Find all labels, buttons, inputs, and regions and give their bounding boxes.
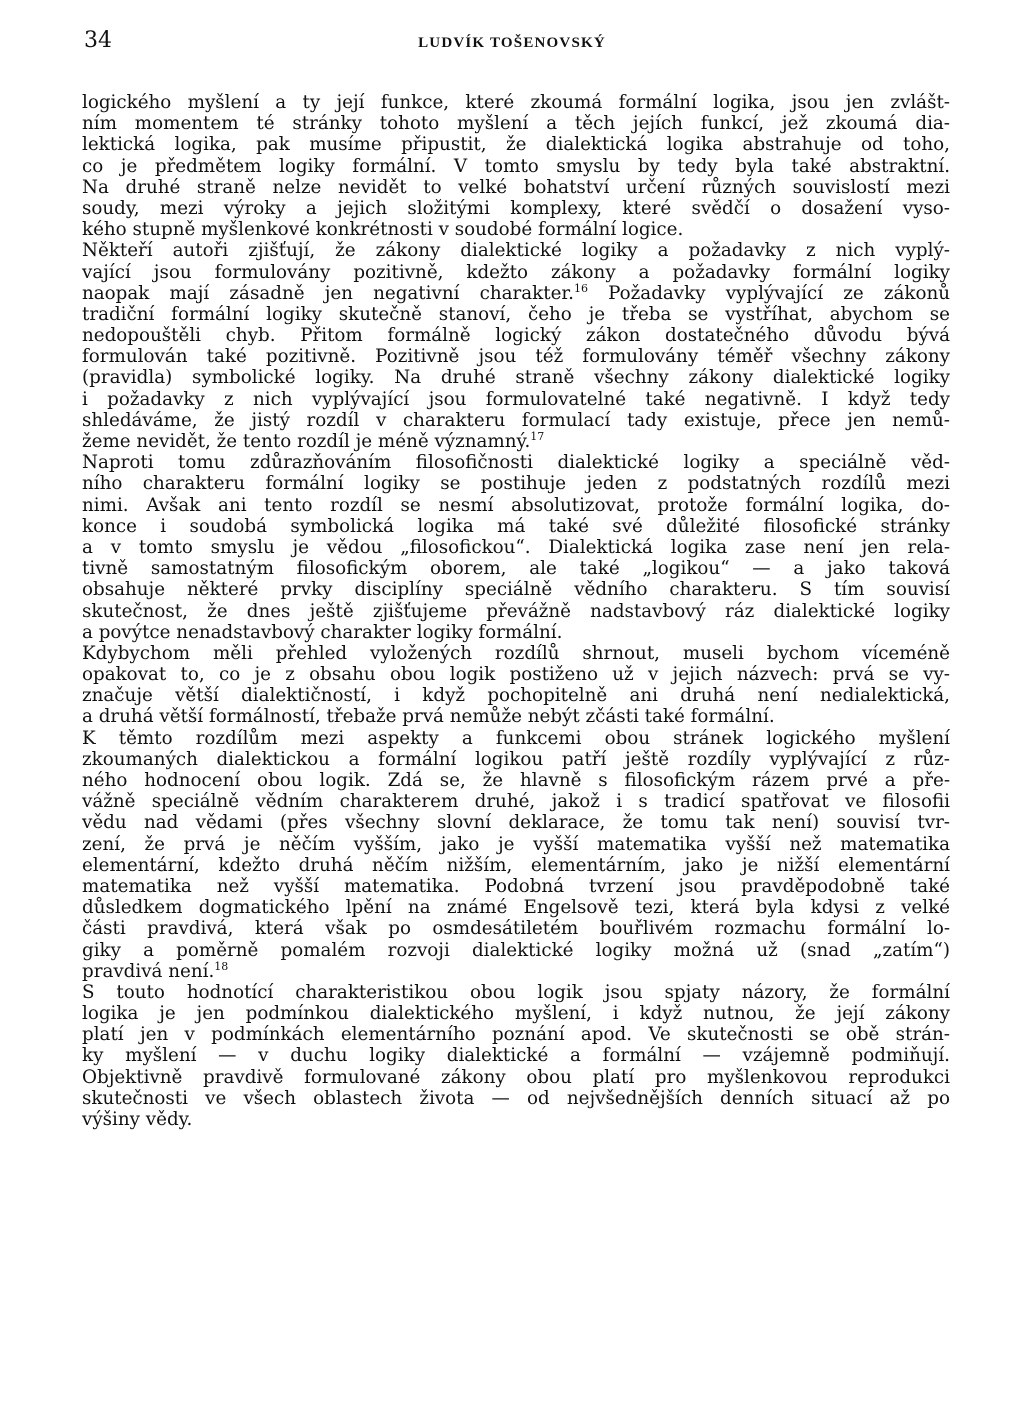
text-line: tivně samostatným filosofickým oborem, ale také „logikou“ — a jako taková bbox=[82, 558, 950, 580]
footnote-ref-17: 17 bbox=[530, 430, 545, 443]
text-line: matematika než vyšší matematika. Podobná tvrzení jsou pravděpodobně také bbox=[82, 875, 950, 897]
text-line: K těmto rozdílům mezi aspekty a funkcemi obou stránek logického myšlení bbox=[82, 727, 950, 749]
text-line: vající jsou formulovány pozitivně, kdežto zákony a požadavky formální logiky bbox=[82, 261, 950, 283]
text-line: soudy, mezi výroky a jejich složitými komplexy, které svědčí o dosažení vyso- bbox=[82, 197, 950, 219]
text-line: části pravdivá, která však po osmdesátiletém bouřlivém rozmachu formální lo- bbox=[82, 918, 950, 940]
text-line: giky a poměrně pomalém rozvoji dialektické logiky možná už (snad „zatím“) bbox=[82, 939, 950, 961]
text-line: ky myšlení — v duchu logiky dialektické a formální — vzájemně podmiňují. bbox=[82, 1045, 950, 1067]
text-segment: naopak mají zásadně jen negativní charakter. bbox=[82, 282, 574, 304]
text-line: lektická logika, pak musíme připustit, že dialektická logika abstrahuje od toho, bbox=[82, 134, 950, 156]
text-line: logického myšlení a ty její funkce, které zkoumá formální logika, jsou jen zvlášt- bbox=[82, 92, 950, 113]
text-line: ního charakteru formální logiky se postihuje jeden z podstatných rozdílů mezi bbox=[82, 473, 950, 495]
text-line: a v tomto smyslu je vědou „filosofickou“. Dialektická logika zase není jen rela- bbox=[82, 536, 950, 558]
footnote-ref-16: 16 bbox=[573, 281, 588, 295]
text-line: Někteří autoři zjišťují, že zákony dialektické logiky a požadavky z nich vyplý- bbox=[82, 240, 950, 262]
text-line: formulován také pozitivně. Pozitivně jsou též formulovány téměř všechny zákony bbox=[82, 346, 950, 368]
text-line: obsahuje některé prvky disciplíny speciálně vědního charakteru. S tím souvisí bbox=[82, 579, 950, 601]
text-line: kého stupně myšlenkové konkrétnosti v soudobé formální logice. bbox=[82, 219, 684, 241]
text-line: ním momentem té stránky tohoto myšlení a těch jejích funkcí, jež zkoumá dia- bbox=[82, 113, 950, 135]
text-line-with-footnote bbox=[82, 283, 950, 304]
text-line: platí jen v podmínkách elementárního poznání apod. Ve skutečnosti se obě strán- bbox=[82, 1024, 950, 1046]
text-line: i požadavky z nich vyplývající jsou formulovatelné také negativně. I když tedy bbox=[82, 388, 950, 410]
page-number: 34 bbox=[84, 28, 112, 53]
text-line-with-footnote bbox=[82, 431, 950, 452]
text-line: (pravidla) symbolické logiky. Na druhé straně všechny zákony dialektické logiky bbox=[82, 367, 950, 389]
text-line: S touto hodnotící charakteristikou obou logik jsou spjaty názory, že formální bbox=[82, 981, 950, 1003]
text-segment: pravdivá není. bbox=[82, 960, 215, 982]
text-line: výšiny vědy. bbox=[82, 1109, 193, 1130]
text-line: co je předmětem logiky formální. V tomto smyslu by tedy byla také abstraktní. bbox=[82, 155, 950, 177]
text-line: konce i soudobá symbolická logika má také své důležité filosofické stránky bbox=[82, 515, 950, 537]
text-line: zení, že prvá je něčím vyšším, jako je vyšší matematika vyšší než matematika bbox=[82, 833, 950, 855]
text-line: nimi. Avšak ani tento rozdíl se nesmí absolutizovat, protože formální logika, do- bbox=[82, 494, 950, 516]
text-line: značuje větší dialektičností, i když pochopitelně ani druhá není nedialektická, bbox=[82, 685, 950, 707]
text-line: Na druhé straně nelze nevidět to velké bohatství určení různých souvislostí mezi bbox=[82, 176, 950, 198]
text-line: Naproti tomu zdůrazňováním filosofičnosti dialektické logiky a speciálně věd- bbox=[82, 452, 950, 474]
text-line: a povýtce nenadstavbový charakter logiky formální. bbox=[82, 621, 563, 643]
text-line: Kdybychom měli přehled vyložených rozdílů shrnout, museli bychom víceméně bbox=[82, 642, 950, 664]
text-line: logika je jen podmínkou dialektického myšlení, i když nutnou, že její zákony bbox=[82, 1003, 950, 1025]
text-line: skutečnost, že dnes ještě zjišťujeme převážně nadstavbový ráz dialektické logiky bbox=[82, 600, 950, 622]
text-line-with-footnote bbox=[82, 961, 950, 982]
body-text bbox=[82, 92, 950, 1130]
text-segment: Požadavky vyplývající ze zákonů bbox=[587, 282, 950, 304]
text-line: vážně speciálně vědním charakterem druhé, jakož i s tradicí spatřovat ve filosofii bbox=[82, 791, 950, 813]
text-line: Objektivně pravdivě formulované zákony obou platí pro myšlenkovou reprodukci bbox=[82, 1066, 950, 1088]
footnote-ref-18: 18 bbox=[214, 959, 229, 973]
text-line: shledáváme, že jistý rozdíl v charakteru formulací tady existuje, přece jen nemů- bbox=[82, 409, 950, 431]
text-line: ného hodnocení obou logik. Zdá se, že hlavně s filosofickým rázem prvé a pře- bbox=[82, 770, 950, 791]
text-line: opakovat to, co je z obsahu obou logik postiženo už v jejich názvech: prvá se vy- bbox=[82, 664, 950, 686]
text-line: skutečnosti ve všech oblastech života — od nejvšednějších denních situací až po bbox=[82, 1087, 950, 1109]
text-line: tradiční formální logiky skutečně stanoví, čeho je třeba se vystříhat, abychom se bbox=[82, 303, 950, 325]
running-head-author: LUDVÍK TOŠENOVSKÝ bbox=[418, 35, 606, 51]
text-line: nedopouštěli chyb. Přitom formálně logický zákon dostatečného důvodu bývá bbox=[82, 325, 950, 347]
text-line: zkoumaných dialektickou a formální logikou patří ještě rozdíly vyplývající z růz- bbox=[82, 748, 950, 770]
text-line: důsledkem dogmatického lpění na známé Engelsově tezi, která byla kdysi z velké bbox=[82, 897, 950, 919]
text-line: vědu nad vědami (přes všechny slovní deklarace, že tomu tak není) souvisí tvr- bbox=[82, 812, 950, 834]
text-line: elementární, kdežto druhá něčím nižším, elementárním, jako je nižší elementární bbox=[82, 854, 950, 876]
text-segment: žeme nevidět, že tento rozdíl je méně významný. bbox=[82, 431, 531, 452]
text-line: a druhá větší formálností, třebaže prvá nemůže nebýt zčásti také formální. bbox=[82, 706, 775, 728]
